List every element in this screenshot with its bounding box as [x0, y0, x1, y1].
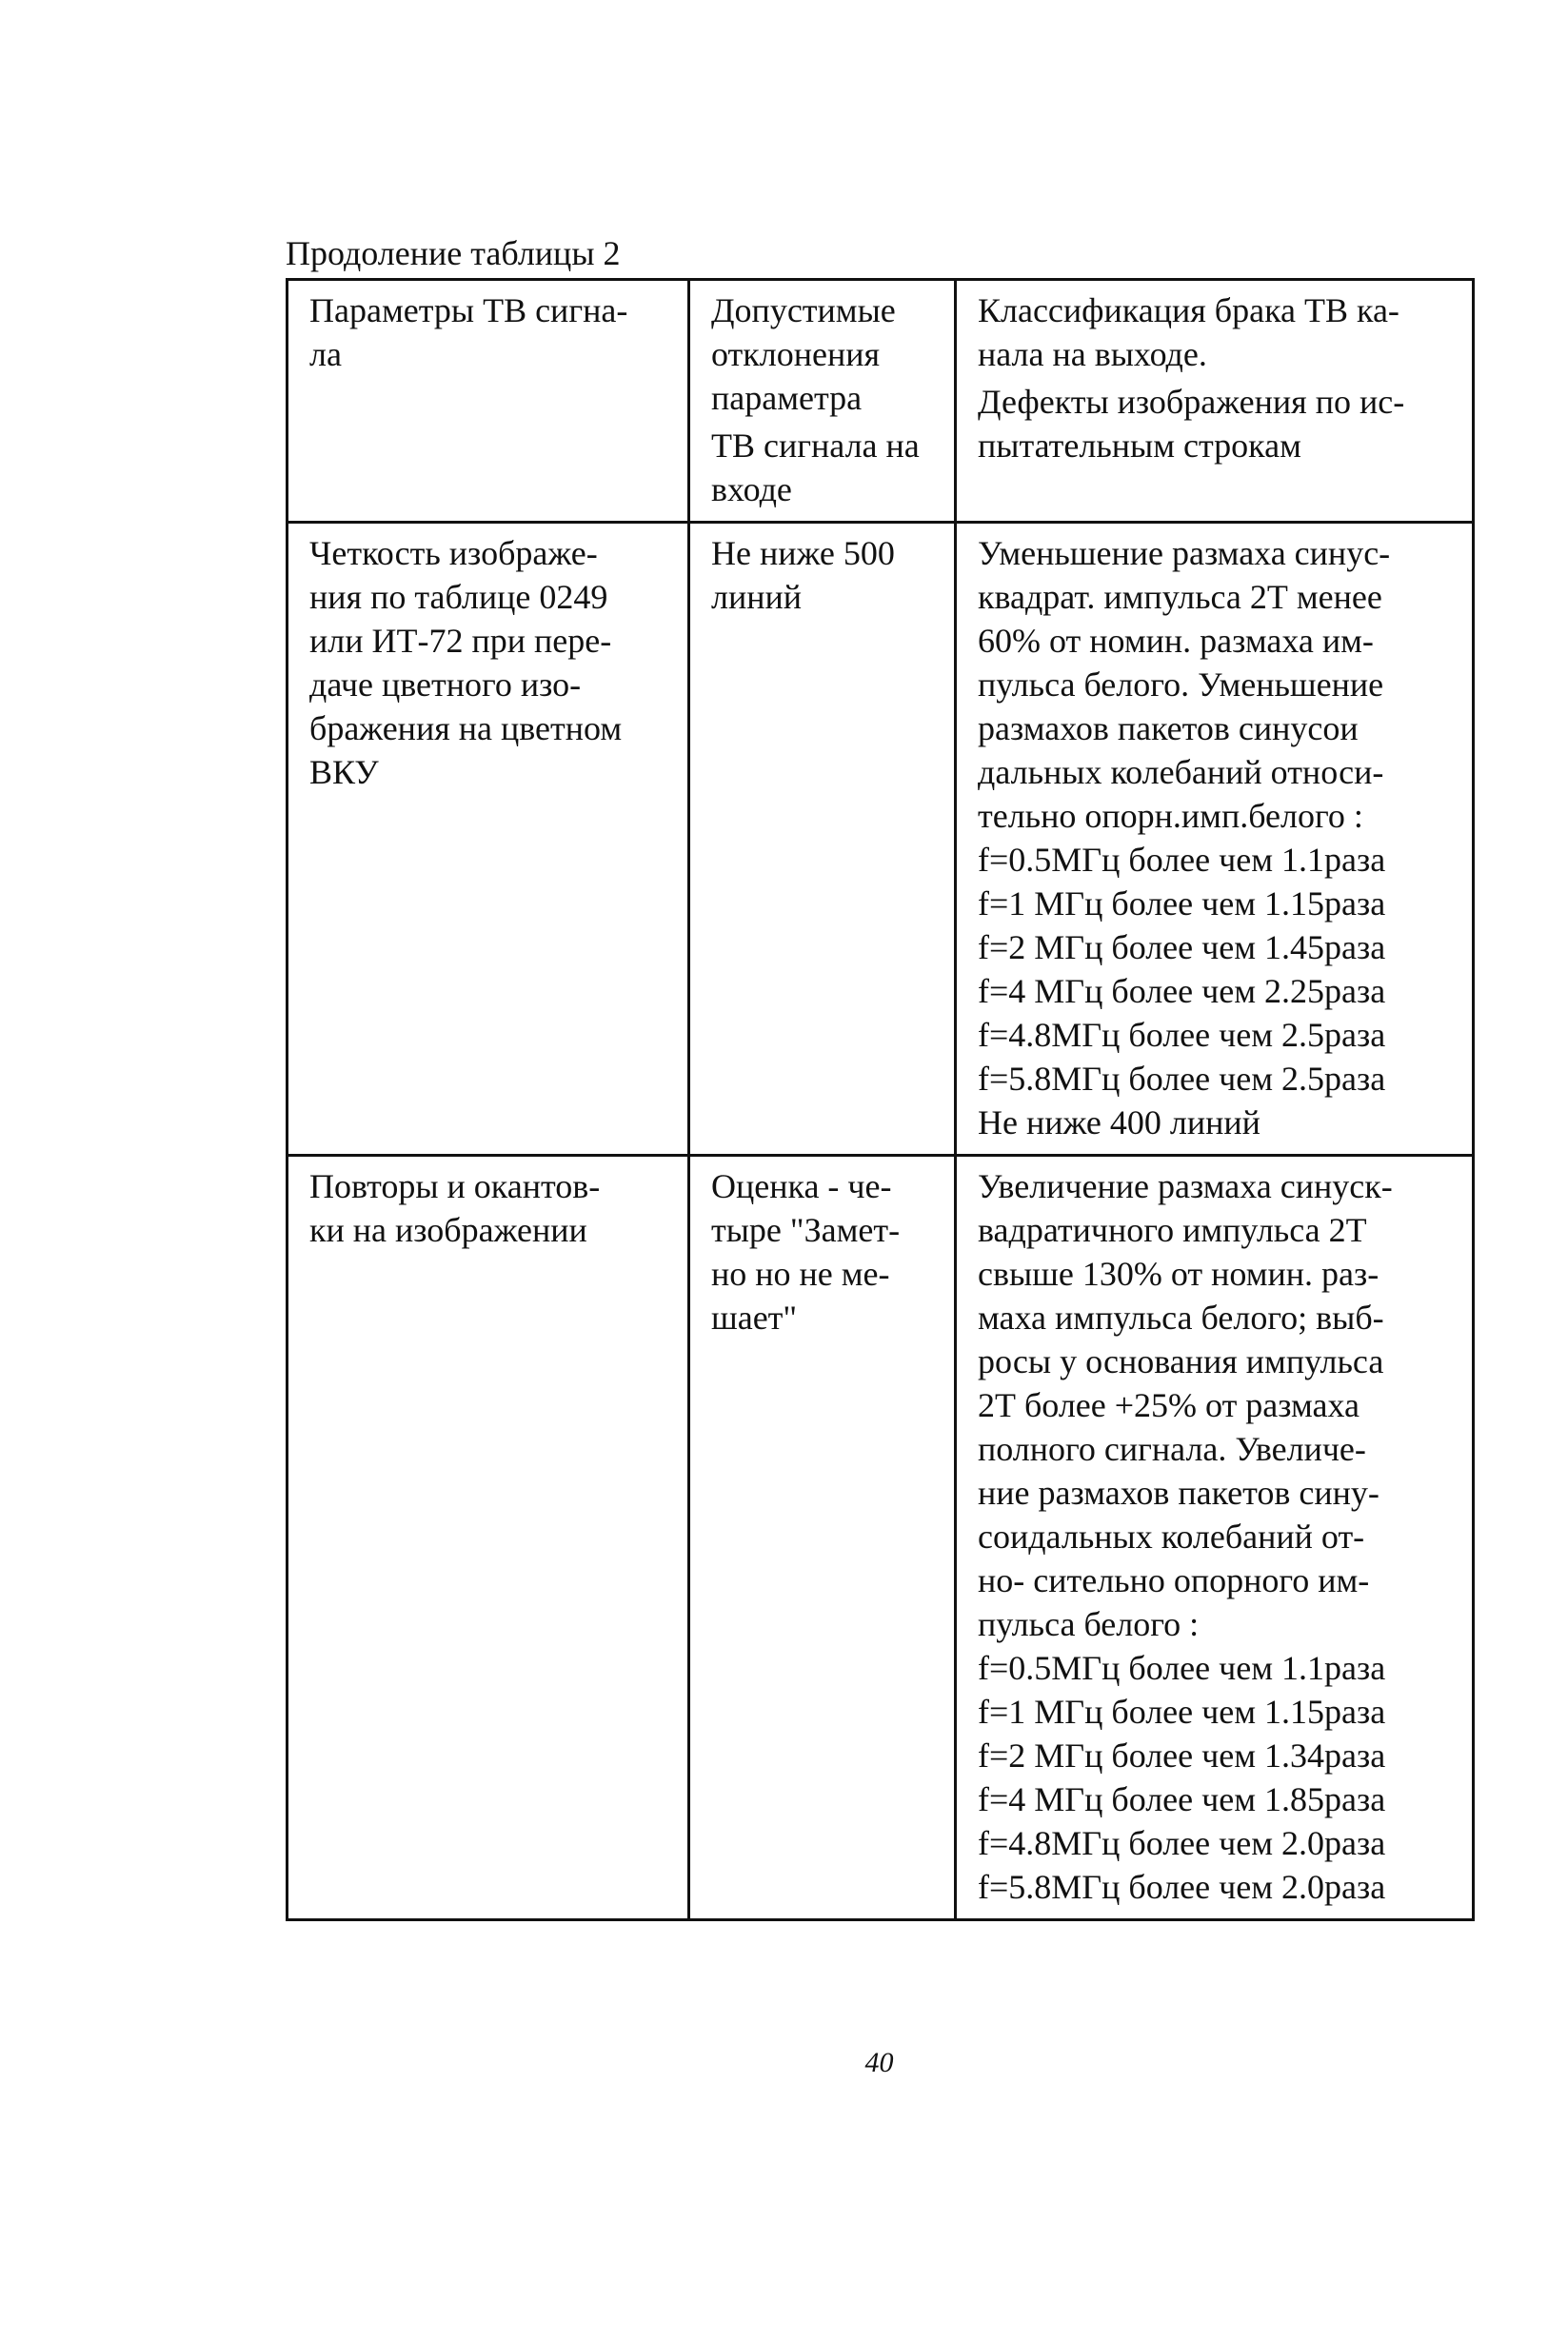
header-text: Параметры ТВ сигна- — [309, 291, 628, 329]
cell-line: f=1 МГц более чем 1.15раза — [978, 884, 1386, 923]
cell-line: Повторы и окантов- — [309, 1167, 601, 1205]
cell-line: Оценка - че- — [711, 1167, 892, 1205]
cell-line: бражения на цветном — [309, 709, 623, 747]
cell-line: f=4.8МГц более чем 2.0раза — [978, 1824, 1386, 1862]
cell-line: f=4 МГц более чем 1.85раза — [978, 1780, 1386, 1818]
header-parameters — [288, 280, 689, 523]
cell-line: 2Т более +25% от размаха — [978, 1386, 1360, 1424]
header-text: Допустимые — [711, 291, 896, 329]
cell-line: f=1 МГц более чем 1.15раза — [978, 1693, 1386, 1731]
header-tolerances — [689, 280, 956, 523]
cell-line: Уменьшение размаха синус- — [978, 534, 1391, 572]
header-text: Дефекты изображения по ис- — [978, 383, 1405, 421]
cell-line: пульса белого : — [978, 1605, 1200, 1643]
cell-line: или ИТ-72 при пере- — [309, 622, 612, 660]
cell-line: f=5.8МГц более чем 2.5раза — [978, 1060, 1386, 1098]
cell-line: 60% от номин. размаха им- — [978, 622, 1374, 660]
cell-line: f=5.8МГц более чем 2.0раза — [978, 1868, 1386, 1906]
cell-line: Не ниже 400 линий — [978, 1103, 1260, 1141]
cell-line: ния по таблице 0249 — [309, 578, 608, 616]
cell-line: пульса белого. Уменьшение — [978, 665, 1384, 704]
page-number: 40 — [864, 2047, 894, 2078]
parameter-cell — [288, 1156, 689, 1920]
cell-line: свыше 130% от номин. раз- — [978, 1255, 1379, 1293]
cell-line: шает" — [711, 1299, 798, 1337]
cell-line: росы у основания импульса — [978, 1342, 1384, 1380]
table-row — [288, 523, 1474, 1156]
cell-line: тыре "Замет- — [711, 1211, 901, 1249]
tolerance-cell — [689, 1156, 956, 1920]
cell-line: Не ниже 500 — [711, 534, 895, 572]
cell-line: маха импульса белого; выб- — [978, 1299, 1384, 1337]
header-text: отклонения — [711, 335, 881, 373]
cell-line: даче цветного изо- — [309, 665, 582, 704]
data-table — [286, 278, 1475, 1921]
table-row — [288, 1156, 1474, 1920]
cell-line: но- сительно опорного им- — [978, 1561, 1370, 1599]
cell-line: тельно опорн.имп.белого : — [978, 797, 1363, 835]
cell-line: но но не ме- — [711, 1255, 890, 1293]
cell-line: размахов пакетов синусои — [978, 709, 1359, 747]
cell-line: вадратичного импульса 2Т — [978, 1211, 1367, 1249]
tolerance-cell — [689, 523, 956, 1156]
defects-cell — [956, 523, 1474, 1156]
header-classification — [956, 280, 1474, 523]
cell-line: f=0.5МГц более чем 1.1раза — [978, 1649, 1386, 1687]
cell-line: квадрат. импульса 2Т менее — [978, 578, 1382, 616]
cell-line: ВКУ — [309, 753, 379, 791]
table-caption: Продоление таблицы 2 — [286, 234, 621, 272]
cell-line: соидальных колебаний от- — [978, 1518, 1365, 1556]
table-header-row — [288, 280, 1474, 523]
cell-line: полного сигнала. Увеличе- — [978, 1430, 1366, 1468]
defects-cell — [956, 1156, 1474, 1920]
cell-line: дальных колебаний относи- — [978, 753, 1384, 791]
cell-line: Увеличение размаха синуск- — [978, 1167, 1393, 1205]
cell-line: f=4 МГц более чем 2.25раза — [978, 972, 1386, 1010]
header-text: пытательным строкам — [978, 427, 1301, 465]
cell-line: ние размахов пакетов сину- — [978, 1474, 1379, 1512]
cell-line: ки на изображении — [309, 1211, 587, 1249]
header-text: Классификация брака ТВ ка- — [978, 291, 1399, 329]
header-text: параметра — [711, 379, 863, 417]
header-text: входе — [711, 470, 792, 508]
cell-line: f=2 МГц более чем 1.34раза — [978, 1737, 1386, 1775]
cell-line: f=4.8МГц более чем 2.5раза — [978, 1016, 1386, 1054]
cell-line: f=2 МГц более чем 1.45раза — [978, 928, 1386, 966]
header-text: ТВ сигнала на — [711, 427, 920, 465]
header-text: ла — [309, 335, 342, 373]
cell-line: линий — [711, 578, 803, 616]
cell-line: f=0.5МГц более чем 1.1раза — [978, 841, 1386, 879]
parameter-cell — [288, 523, 689, 1156]
header-text: нала на выходе. — [978, 335, 1207, 373]
cell-line: Четкость изображе- — [309, 534, 598, 572]
